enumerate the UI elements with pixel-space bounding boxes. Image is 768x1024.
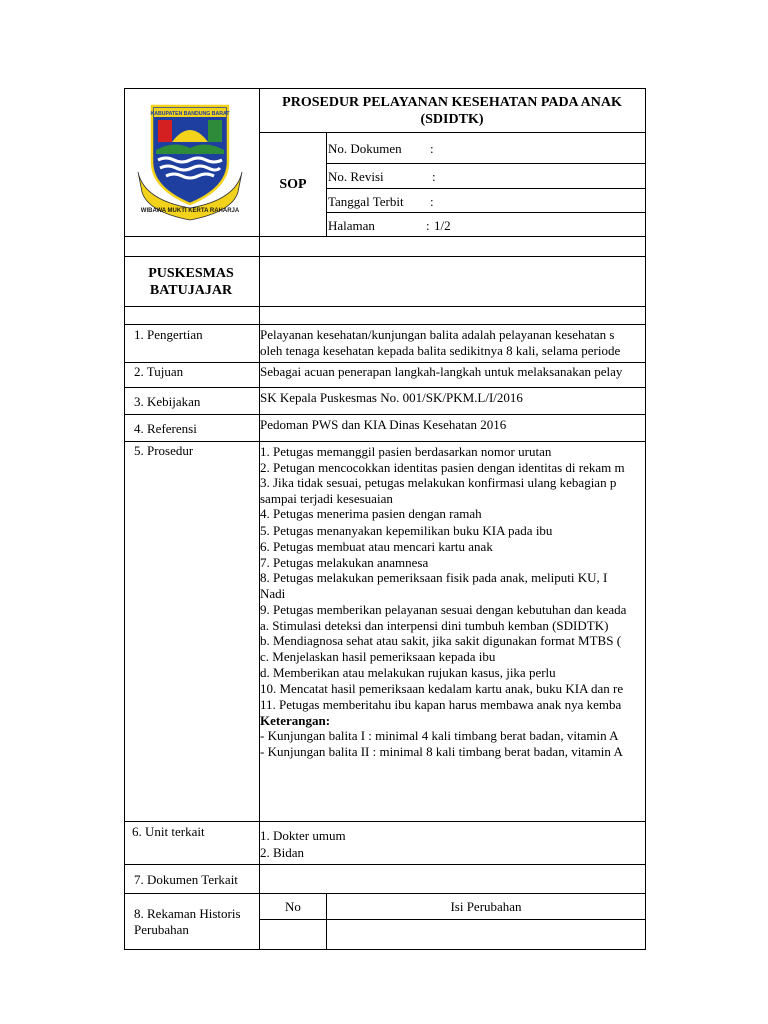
pengertian-line: Pelayanan kesehatan/kunjungan balita adalah pelayanan kesehatan s	[260, 327, 615, 342]
border-right	[645, 88, 646, 950]
prosedur-line: b. Mendiagnosa sehat atau sakit, jika sakit digunakan format MTBS (	[260, 633, 622, 648]
field-sep: :	[430, 194, 434, 209]
row-divider	[124, 256, 645, 257]
prosedur-line: a. Stimulasi deteksi dan interpensi dini tumbuh kemban (SDIDTK)	[260, 617, 609, 633]
field-sep: :	[432, 169, 436, 184]
logo-ribbon-text: WIBAWA MUKTI KERTA RAHARJA	[140, 208, 240, 214]
field-label-no-revisi: No. Revisi	[328, 169, 384, 184]
field-row-divider	[326, 212, 645, 213]
history-header-divider	[259, 919, 645, 920]
label-rekaman-historis: 8. Rekaman Historis	[134, 906, 241, 921]
prosedur-line: 7. Petugas melakukan anamnesa	[260, 554, 429, 570]
pengertian-line: oleh tenaga kesehatan kepada balita sedikitnya 8 kali, selama periode	[260, 343, 621, 358]
prosedur-line: 1. Petugas memanggil pasien berdasarkan nomor urutan	[260, 444, 552, 459]
prosedur-line: Nadi	[260, 586, 286, 601]
row-divider	[124, 821, 645, 822]
label-rekaman-historis-line2: Perubahan	[134, 922, 189, 937]
row-divider	[124, 414, 645, 415]
label-referensi: 4. Referensi	[134, 421, 197, 436]
prosedur-line: d. Memberikan atau melakukan rujukan kasus, jika perlu	[260, 665, 556, 680]
label-dokumen-terkait: 7. Dokumen Terkait	[134, 872, 238, 887]
tujuan-text: Sebagai acuan penerapan langkah-langkah untuk melaksanakan pelay	[260, 364, 623, 379]
field-value-halaman: 1/2	[434, 218, 451, 233]
row-divider	[124, 387, 645, 388]
label-kebijakan: 3. Kebijakan	[134, 394, 201, 409]
keterangan-heading: Keterangan:	[260, 712, 331, 728]
field-row-divider	[326, 188, 645, 189]
field-label-halaman: Halaman	[328, 218, 375, 233]
field-sep: :	[426, 218, 430, 233]
org-name: PUSKESMAS BATUJAJAR	[148, 266, 234, 298]
prosedur-line: 4. Petugas menerima pasien dengan ramah	[260, 506, 482, 521]
row-divider	[124, 893, 645, 894]
header-bottom	[124, 236, 645, 237]
prosedur-line: 5. Petugas menanyakan kepemilikan buku KIA pada ibu	[260, 523, 553, 538]
row-divider	[124, 864, 645, 865]
sop-label: SOP	[279, 177, 307, 192]
row-divider	[124, 441, 645, 442]
prosedur-line: 3. Jika tidak sesuai, petugas melakukan konfirmasi ulang kebagian p	[260, 475, 617, 490]
prosedur-line: 8. Petugas melakukan pemeriksaan fisik pada anak, meliputi KU, I	[260, 570, 608, 585]
field-label-no-dokumen: No. Dokumen	[328, 141, 402, 156]
field-sep: :	[430, 141, 434, 156]
prosedur-line: c. Menjelaskan hasil pemeriksaan kepada ibu	[260, 649, 496, 664]
label-unit-terkait: 6. Unit terkait	[132, 824, 205, 839]
label-tujuan: 2. Tujuan	[134, 364, 184, 379]
border-bottom	[124, 949, 645, 950]
prosedur-line: sampai terjadi kesesuaian	[260, 490, 393, 506]
border-top	[124, 88, 645, 89]
prosedur-line: 11. Petugas memberitahu ibu kapan harus membawa anak nya kemba	[260, 697, 622, 712]
logo-banner-text: KABUPATEN BANDUNG BARAT	[150, 111, 230, 117]
row-divider	[124, 324, 645, 325]
history-col-isi: Isi Perubahan	[450, 899, 522, 914]
row-divider	[124, 362, 645, 363]
field-row-divider	[326, 163, 645, 164]
kabupaten-logo	[134, 100, 246, 228]
prosedur-line: - Kunjungan balita II : minimal 8 kali timbang berat badan, vitamin A	[260, 744, 623, 759]
row-divider	[124, 306, 645, 307]
history-col-no: No	[285, 899, 301, 914]
field-label-tanggal-terbit: Tanggal Terbit	[328, 194, 404, 209]
prosedur-line: 2. Petugan mencocokkan identitas pasien dengan identitas di rekam m	[260, 459, 625, 475]
label-pengertian: 1. Pengertian	[134, 327, 203, 342]
border-left	[124, 88, 125, 950]
prosedur-line: 9. Petugas memberikan pelayanan sesuai dengan kebutuhan dan keada	[260, 602, 627, 617]
unit-terkait-line: 2. Bidan	[260, 845, 305, 860]
label-prosedur: 5. Prosedur	[134, 443, 194, 458]
prosedur-line: 10. Mencatat hasil pemeriksaan kedalam kartu anak, buku KIA dan re	[260, 681, 624, 696]
prosedur-line: 6. Petugas membuat atau mencari kartu anak	[260, 539, 493, 554]
prosedur-line: - Kunjungan balita I : minimal 4 kali timbang berat badan, vitamin A	[260, 728, 619, 743]
sop-divider	[326, 132, 327, 237]
title-divider	[259, 132, 645, 133]
document-title: PROSEDUR PELAYANAN KESEHATAN PADA ANAK (SDIDTK)	[282, 95, 622, 127]
unit-terkait-line: 1. Dokter umum	[260, 828, 346, 843]
kebijakan-text: SK Kepala Puskesmas No. 001/SK/PKM.L/I/2016	[260, 390, 523, 405]
referensi-text: Pedoman PWS dan KIA Dinas Kesehatan 2016	[260, 417, 507, 432]
